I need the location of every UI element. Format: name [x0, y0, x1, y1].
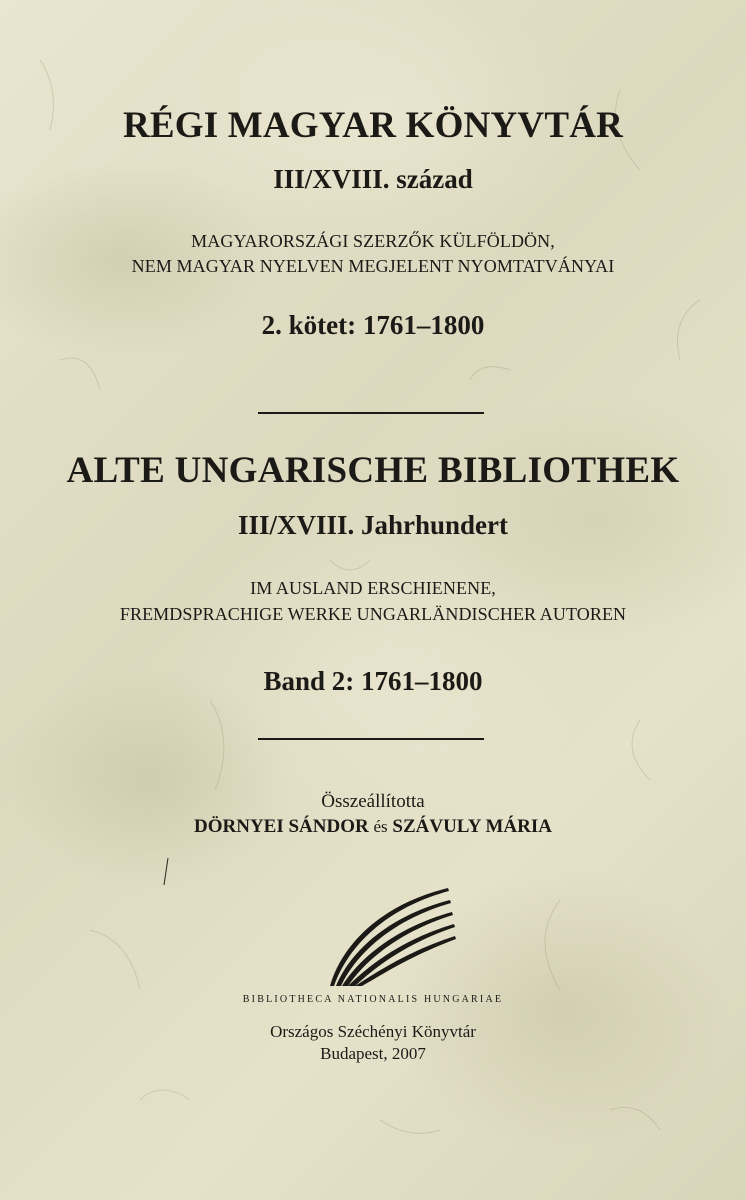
library-logo-icon — [322, 884, 456, 990]
author-conjunction: és — [373, 817, 388, 836]
hungarian-series: III/XVIII. század — [273, 164, 473, 194]
divider-top — [258, 412, 484, 414]
publisher-name: Országos Széchényi Könyvtár — [270, 1022, 476, 1041]
hungarian-volume: 2. kötet: 1761–1800 — [261, 310, 485, 340]
german-volume: Band 2: 1761–1800 — [263, 666, 483, 696]
german-subtitle-line2: FREMDSPRACHIGE WERKE UNGARLÄNDISCHER AUTOREN — [119, 604, 627, 624]
divider-bottom — [258, 738, 484, 740]
authors-line — [0, 816, 746, 838]
hungarian-subtitle-line2: NEM MAGYAR NYELVEN MEGJELENT NYOMTATVÁNYAI — [131, 256, 615, 276]
hungarian-title: RÉGI MAGYAR KÖNYVTÁR — [122, 105, 624, 146]
logo-caption: BIBLIOTHECA NATIONALIS HUNGARIAE — [242, 994, 504, 1005]
german-title: ALTE UNGARISCHE BIBLIOTHEK — [66, 450, 680, 491]
author-1: DÖRNYEI SÁNDOR — [194, 816, 369, 837]
german-series: III/XVIII. Jahrhundert — [237, 510, 509, 540]
author-2: SZÁVULY MÁRIA — [392, 816, 552, 837]
hungarian-subtitle-line1: MAGYARORSZÁGI SZERZŐK KÜLFÖLDÖN, — [191, 231, 555, 251]
compiled-by-label: Összeállította — [321, 791, 425, 812]
german-subtitle-line1: IM AUSLAND ERSCHIENENE, — [250, 578, 496, 598]
publisher-place-year: Budapest, 2007 — [320, 1044, 426, 1063]
